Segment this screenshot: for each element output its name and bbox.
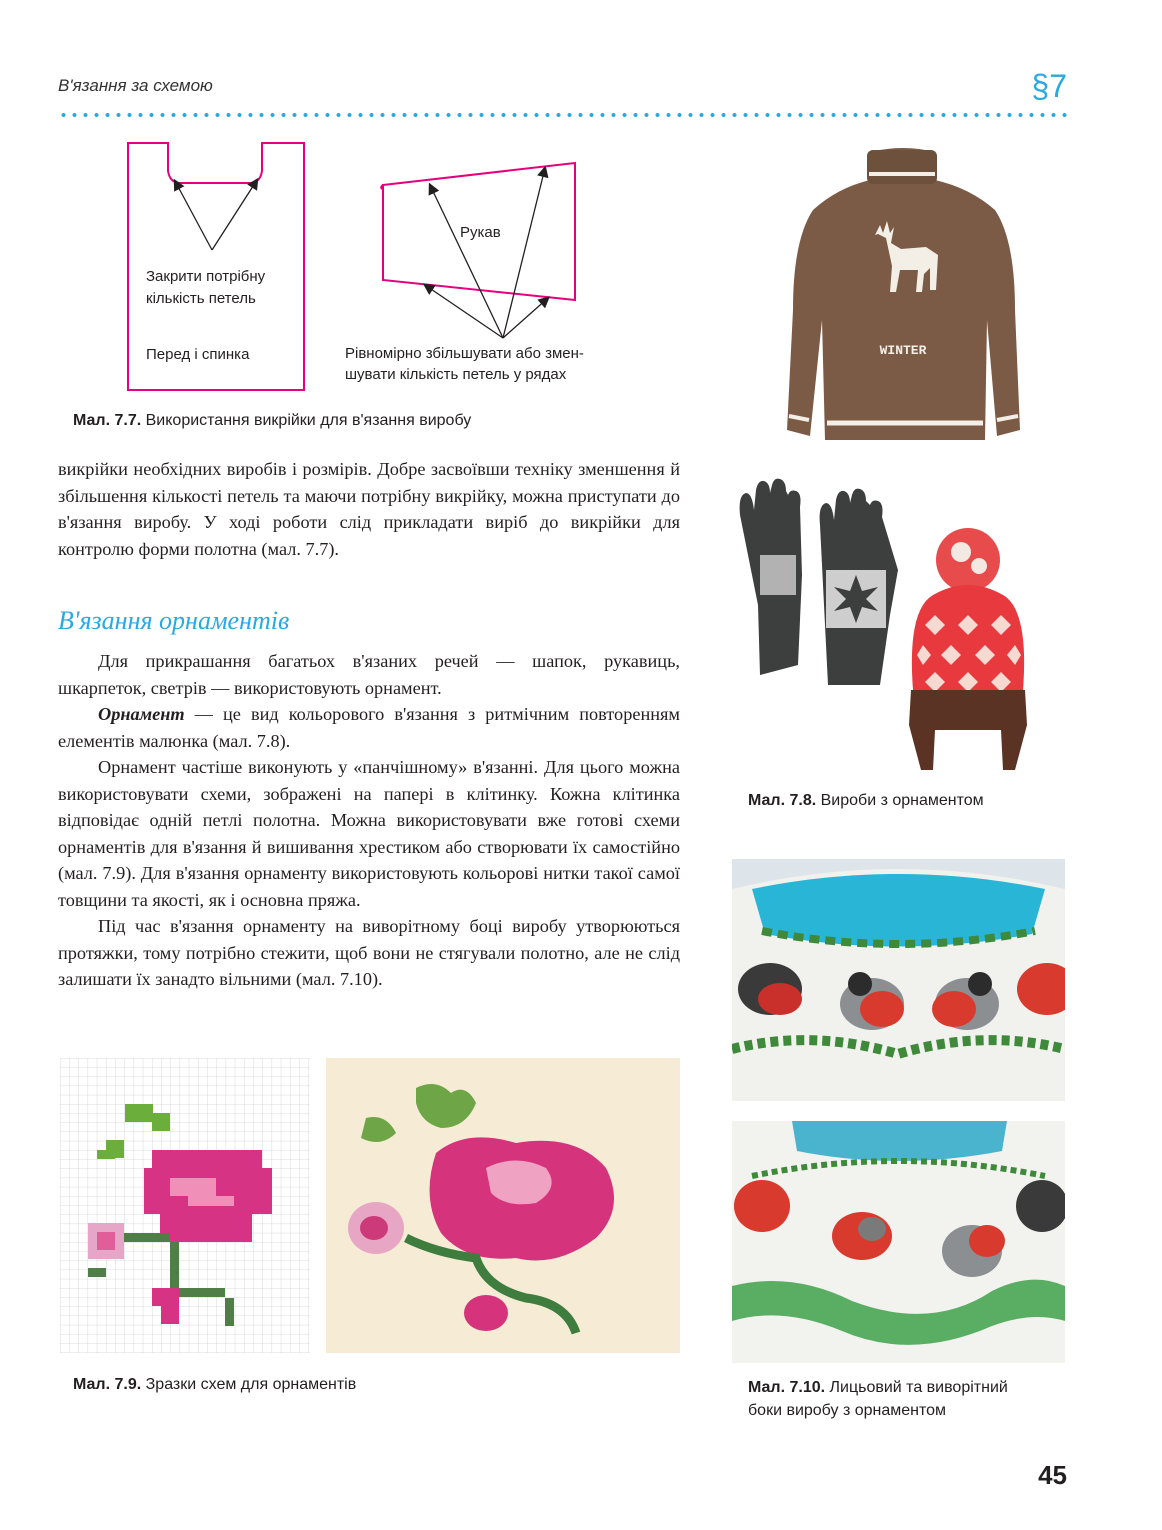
- paragraph-continued: викрійки необхідних виробів і розмірів. Добре засвоївши техніку зменшення й збільшення кількості петель та маючи потрібну викрійку, можна приступати до в'язання виробу. У ході роботи слід прикладати виріб до викрійки для контролю форми полотна (мал. 7.7).: [58, 459, 680, 559]
- label-sleeve: Рукав: [460, 224, 501, 241]
- label-close-stitches: Закрити потрібну кількість петель: [146, 268, 266, 307]
- sweater-front-side-photo: [732, 859, 1065, 1101]
- paragraph-ornament-technique: Орнамент частіше виконують у «панчішному» в'язанні. Для цього можна використовувати схеми, зображені на папері в клітинку. Кожна клітинка відповідає одній петлі полотна. Можна використовувати вже готові схеми орнаментів для в'язання й вишивання хрестиком або створювати їх самостійно (мал. 7.9). Для в'язання орнаменту використовують кольорові нитки такої самої товщини та якості, як і основна пряжа.: [58, 757, 680, 910]
- hat-photo: [903, 520, 1033, 780]
- figure-7-7-caption: Мал. 7.7. Використання викрійки для в'язання виробу: [73, 412, 472, 429]
- figure-7-9-caption: Мал. 7.9. Зразки схем для орнаментів: [73, 1376, 357, 1393]
- running-header: В'язання за схемою: [58, 76, 213, 95]
- section-heading: В'язання орнаментів: [58, 606, 290, 635]
- rose-chart-grid: [60, 1058, 310, 1353]
- section-number: §7: [1031, 68, 1067, 104]
- paragraph-floats: Під час в'язання орнаменту на виворітному боці виробу утворюються протяжки, тому потрібно стежити, щоб вони не стягували полотно, але не слід залишати їх занадто вільними (мал. 7.10).: [58, 916, 680, 989]
- header-divider: [58, 112, 1068, 118]
- body-paragraphs: [58, 648, 680, 993]
- page-number: 45: [1038, 1460, 1067, 1490]
- paragraph-ornament-intro: Для прикрашання багатьох в'язаних речей — шапок, рукавиць, шкарпеток, светрів — використовують орнамент.: [58, 651, 680, 698]
- rose-knitted-sample-photo: [326, 1058, 680, 1353]
- figure-7-8-caption: Мал. 7.8. Вироби з орнаментом: [748, 792, 984, 809]
- figure-7-10-caption: Мал. 7.10. Лицьовий та виворітний боки виробу з орнаментом: [748, 1379, 1008, 1419]
- sweater-photo: [775, 140, 1030, 470]
- label-front-back: Перед і спинка: [146, 346, 250, 363]
- paragraph-ornament-definition: Орнамент — це вид кольорового в'язання з ритмічним повторенням елементів малюнка (мал. 7.8).: [58, 704, 680, 751]
- label-even-increase: Рівномірно збільшувати або змен- шувати кількість петель у рядах: [345, 345, 584, 383]
- svg-text:WINTER: WINTER: [879, 343, 927, 358]
- sweater-back-side-photo: [732, 1121, 1065, 1363]
- gloves-photo: [730, 475, 920, 690]
